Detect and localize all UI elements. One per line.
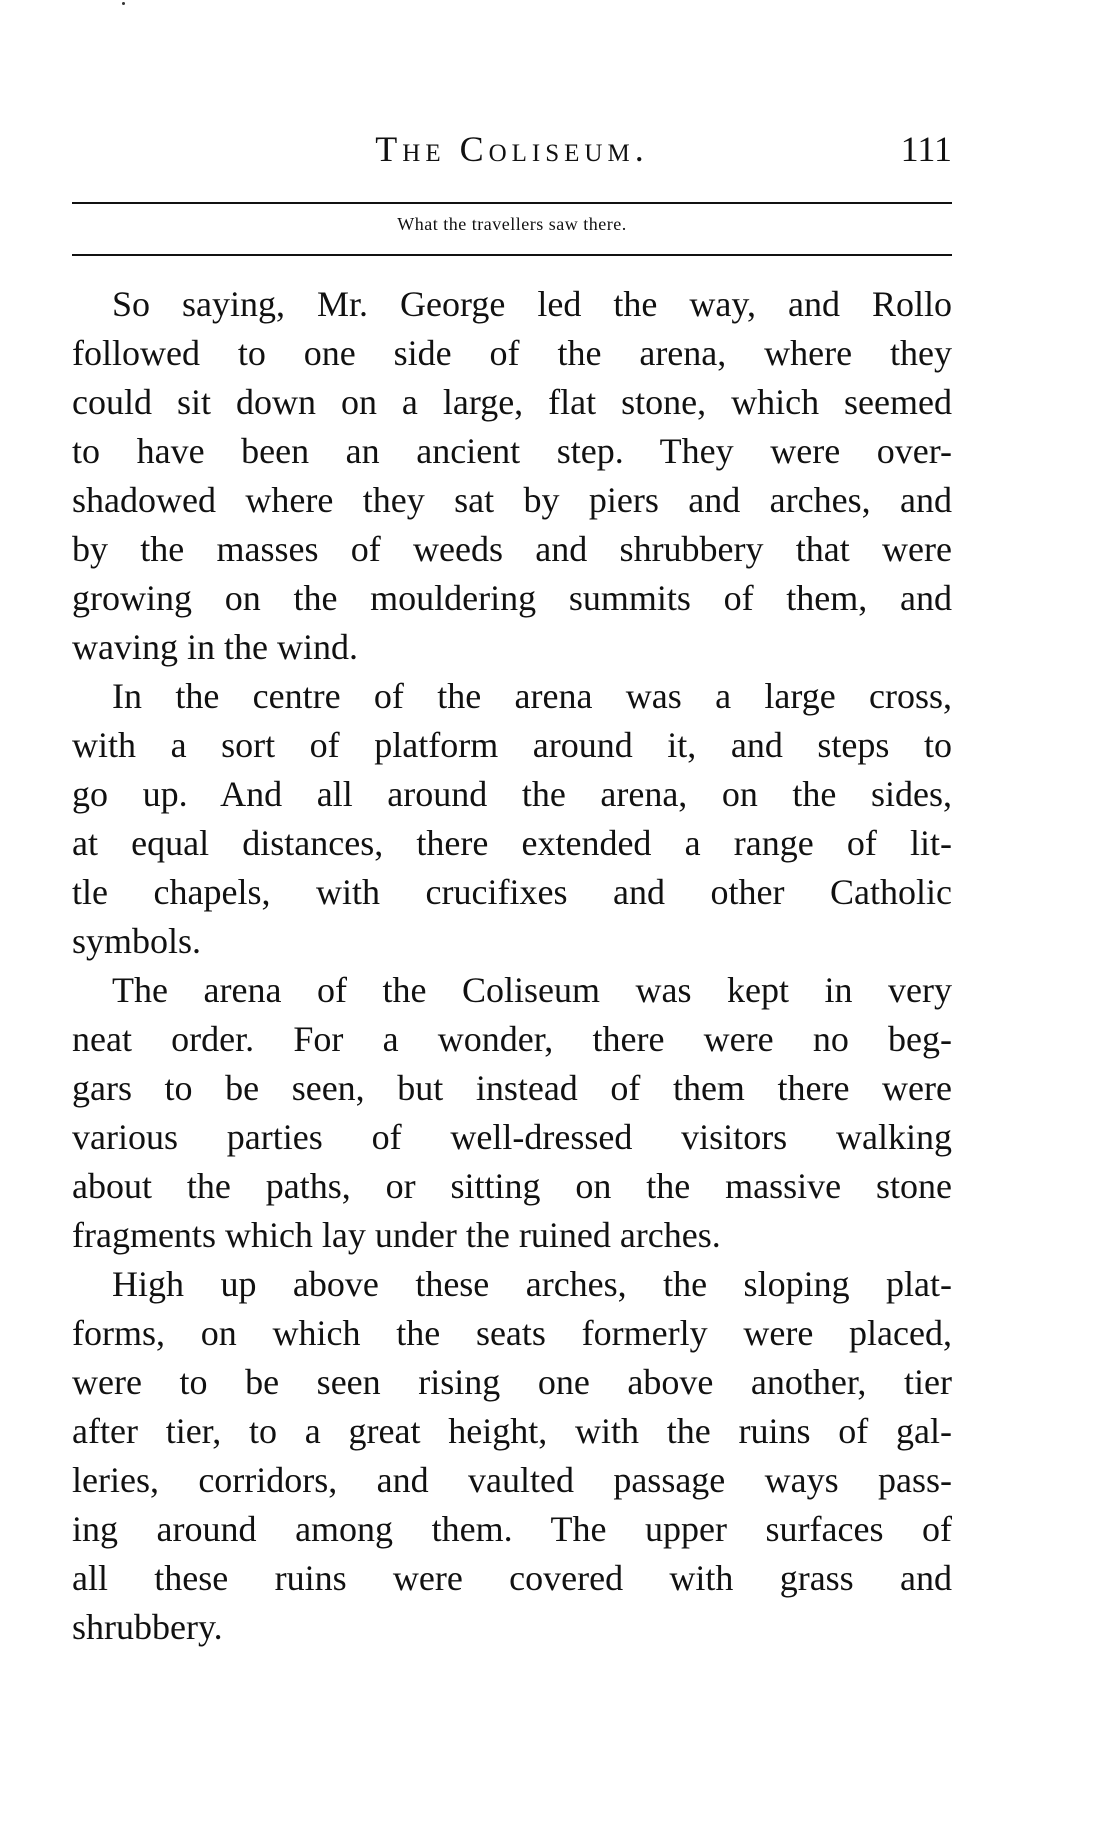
paragraph bbox=[72, 1260, 952, 1652]
text-line: shadowed where they sat by piers and arches, and bbox=[72, 480, 952, 520]
text-line: were to be seen rising one above another, tier bbox=[72, 1362, 952, 1402]
chapter-title: The Coliseum. bbox=[375, 129, 649, 169]
text-line: leries, corridors, and vaulted passage ways pass- bbox=[72, 1460, 952, 1500]
text-line: forms, on which the seats formerly were placed, bbox=[72, 1313, 952, 1353]
text-line: symbols. bbox=[72, 921, 202, 961]
text-line: waving in the wind. bbox=[72, 627, 358, 667]
text-line: about the paths, or sitting on the massive stone bbox=[72, 1166, 952, 1206]
text-line: to have been an ancient step. They were over- bbox=[72, 431, 952, 471]
text-line: growing on the mouldering summits of them, and bbox=[72, 578, 952, 618]
section-subtitle: What the travellers saw there. bbox=[397, 214, 627, 234]
paragraph bbox=[72, 966, 952, 1260]
text-line: The arena of the Coliseum was kept in very bbox=[112, 970, 952, 1010]
text-line: by the masses of weeds and shrubbery that were bbox=[72, 529, 952, 569]
body-text bbox=[72, 280, 952, 1652]
running-head bbox=[72, 128, 952, 188]
text-line: at equal distances, there extended a range of lit- bbox=[72, 823, 952, 863]
text-line: fragments which lay under the ruined arches. bbox=[72, 1215, 721, 1255]
paragraph bbox=[72, 280, 952, 672]
text-line: after tier, to a great height, with the ruins of gal- bbox=[72, 1411, 952, 1451]
text-line: ing around among them. The upper surfaces of bbox=[72, 1509, 952, 1549]
paragraph bbox=[72, 672, 952, 966]
text-line: So saying, Mr. George led the way, and Rollo bbox=[112, 284, 952, 324]
text-line: all these ruins were covered with grass and bbox=[72, 1558, 952, 1598]
text-line: various parties of well-dressed visitors walking bbox=[72, 1117, 952, 1157]
header-rule-top bbox=[72, 202, 952, 204]
text-line: shrubbery. bbox=[72, 1607, 223, 1647]
text-line: neat order. For a wonder, there were no beg- bbox=[72, 1019, 952, 1059]
text-line: could sit down on a large, flat stone, which seemed bbox=[72, 382, 952, 422]
page-number: 111 bbox=[900, 129, 952, 169]
book-page bbox=[72, 0, 952, 1847]
text-line: gars to be seen, but instead of them there were bbox=[72, 1068, 952, 1108]
text-line: In the centre of the arena was a large cross, bbox=[112, 676, 952, 716]
ink-speck bbox=[122, 2, 125, 5]
text-line: with a sort of platform around it, and steps to bbox=[72, 725, 952, 765]
text-line: tle chapels, with crucifixes and other Catholic bbox=[72, 872, 952, 912]
header-rule-bottom bbox=[72, 254, 952, 256]
text-line: followed to one side of the arena, where they bbox=[72, 333, 952, 373]
text-line: go up. And all around the arena, on the sides, bbox=[72, 774, 952, 814]
text-line: High up above these arches, the sloping plat- bbox=[112, 1264, 952, 1304]
